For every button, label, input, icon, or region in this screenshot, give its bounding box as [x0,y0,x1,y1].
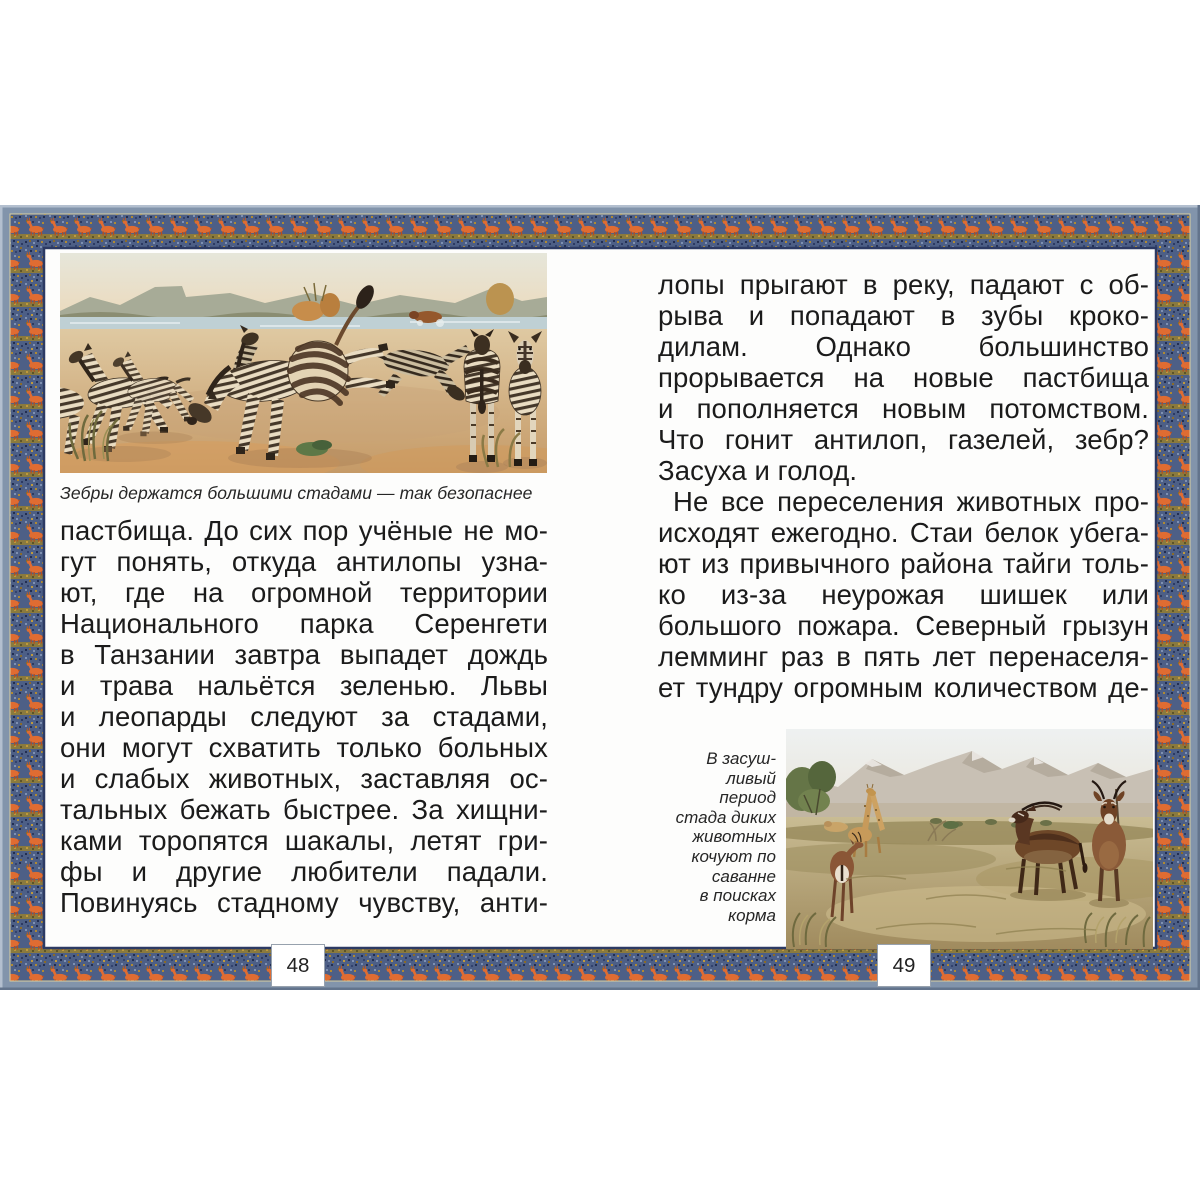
text-line: исходят ежегодно. Стаи белок убега- [658,517,1149,548]
text-line: Повинуясь стадному чувству, анти- [60,887,548,918]
page-number-left [271,944,325,987]
book-spread [0,205,1200,990]
text-line: ками торопятся шакалы, летят гри- [60,825,548,856]
text-line: они могут схватить только больных [60,732,548,763]
caption-line: ливый [726,768,776,788]
text-line: дилам. Однако большинство [658,331,1149,362]
savanna-caption [642,749,776,925]
text-line: Не все переселения животных про- [673,486,1149,517]
caption-line: стада диких [675,807,776,827]
left-page-body-text [60,515,548,918]
page-number-right [877,944,931,987]
text-line: и трава нальётся зеленью. Львы [60,670,548,701]
text-line: рыва и попадают в зубы кроко- [658,300,1149,331]
text-line: лемминг раз в пять лет перенаселя- [658,641,1149,672]
text-line: ет тундру огромным количеством де- [658,672,1149,703]
text-line: тальных бежать быстрее. За хищни- [60,794,548,825]
savanna-animals-illustration [786,729,1153,949]
text-line: в Танзании завтра выпадет дождь [60,639,548,670]
page-number-label: 48 [286,953,310,977]
text-line: ют из привычного района тайги толь- [658,548,1149,579]
text-line: пастбища. До сих пор учёные не мо- [60,515,548,546]
zebra-herd-illustration [60,253,547,473]
text-line: гут понять, откуда антилопы узна- [60,546,548,577]
caption-line: период [719,788,776,808]
text-line: Что гонит антилоп, газелей, зебр? [658,424,1149,455]
text-line: ко из-за неурожая шишек или [658,579,1149,610]
caption-line: В засуш- [706,749,776,768]
text-line: Национального парка Серенгети [60,608,548,639]
text-line: фы и другие любители падали. [60,856,548,887]
zebra-caption: Зебры держатся большими стадами — так безопаснее [60,483,533,503]
caption-line: кочуют по [691,846,776,866]
page-number-label: 49 [892,953,916,977]
text-line: большого пожара. Северный грызун [658,610,1149,641]
right-page-body-text [658,269,1149,703]
text-line: прорывается на новые пастбища [658,362,1149,393]
text-line: и слабых животных, заставляя ос- [60,763,548,794]
caption-line: корма [728,905,776,925]
text-line: лопы прыгают в реку, падают с об- [658,269,1149,300]
caption-line: саванне [711,866,776,886]
text-line: и пополняется новым потомством. [658,393,1149,424]
caption-line: животных [692,827,776,847]
text-line: и леопарды следуют за стадами, [60,701,548,732]
text-line: Засуха и голод. [658,455,858,486]
text-line: ют, где на огромной территории [60,577,548,608]
caption-line: в поисках [699,886,776,906]
